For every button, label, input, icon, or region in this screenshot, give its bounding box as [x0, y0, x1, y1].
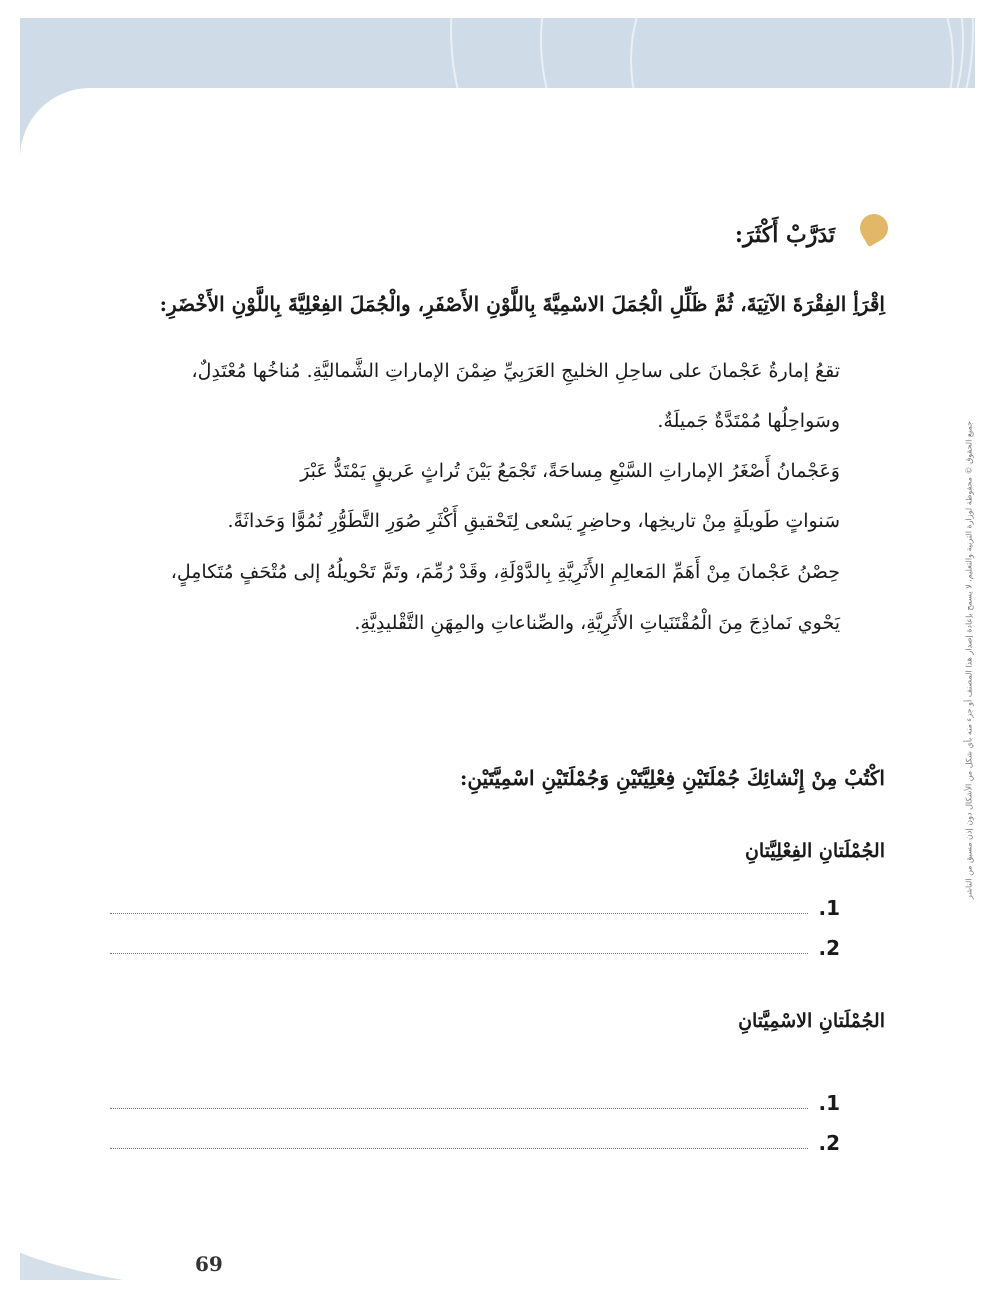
dotted-line — [110, 1148, 808, 1149]
content-card — [20, 88, 975, 1238]
line-number: .1 — [818, 896, 840, 920]
exercise-instruction: اِقْرَأِ الفِقْرَةَ الآتِيَةَ، ثُمَّ ظَلِّلِ الْجُمَلَ الاسْمِيَّةَ بِاللَّوْنِ الأَصْفَرِ، والْجُمَلَ الفِعْلِيَّةَ بِاللَّوْنِ الأَخْضَرِ: — [159, 292, 885, 316]
answer-line[interactable] — [110, 890, 840, 922]
paragraph-line: يَحْوي نَماذِجَ مِنَ الْمُقْتَنَياتِ الأَثَرِيَّةِ، والصِّناعاتِ والمِهَنِ التَّقْليدِيَّةِ. — [354, 612, 840, 634]
paragraph-line: وسَواحِلُها مُمْتَدَّةٌ جَميلَةٌ. — [657, 410, 840, 432]
line-number: .1 — [818, 1091, 840, 1115]
nominal-sentences-title: الجُمْلَتانِ الاسْمِيَّتانِ — [738, 1010, 885, 1032]
answer-line[interactable] — [110, 1125, 840, 1157]
line-number: .2 — [818, 936, 840, 960]
page-number: 69 — [195, 1252, 223, 1276]
copyright-text: جميع الحقوق © محفوظة لوزارة التربية والتعليم، لا يسمح بإعادة إصدار هذا المصنف أو جزء منه بأي شكل من الأشكال دون إذن مسبق من الناشر — [964, 420, 974, 900]
answer-line[interactable] — [110, 1085, 840, 1117]
paragraph-line: تقعُ إمارةُ عَجْمانَ على ساحِلِ الخليجِ العَرَبِيِّ ضِمْنَ الإماراتِ الشَّماليَّةِ. مُناخُها مُعْتَدِلٌ، — [191, 360, 840, 382]
writing-instruction: اكْتُبْ مِنْ إِنْشائِكَ جُمْلَتَيْنِ فِعْلِيَّتَيْنِ وَجُمْلَتَيْنِ اسْمِيَّتَيْنِ: — [459, 766, 885, 790]
paragraph-line: سَنواتٍ طَويلَةٍ مِنْ تاريخِها، وحاضِرٍ يَسْعى لِتَحْقيقِ أَكْثَرِ صُوَرِ التَّطَوُّرِ نُمُوًّا وَحَداثَةً. — [227, 510, 840, 532]
copyright-side-text — [962, 300, 976, 1020]
verbal-sentences-title: الجُمْلَتانِ الفِعْلِيَّتانِ — [744, 840, 885, 862]
dotted-line — [110, 913, 808, 914]
paragraph-line: وَعَجْمانُ أَصْغَرُ الإماراتِ السَّبْعِ مِساحَةً، تَجْمَعُ بَيْنَ تُراثٍ عَريقٍ يَمْتَدُّ عَبْرَ — [300, 460, 840, 482]
dotted-line — [110, 1108, 808, 1109]
exercise-heading: تَدَرَّبْ أَكْثَرَ: — [734, 222, 835, 248]
dotted-line — [110, 953, 808, 954]
paragraph-line: حِصْنُ عَجْمانَ مِنْ أَهَمِّ المَعالِمِ الأَثَرِيَّةِ بِالدَّوْلَةِ، وقَدْ رُمِّمَ، وتَمَّ تَحْويلُهُ إلى مُتْحَفٍ مُتَكامِلٍ، — [170, 561, 840, 583]
line-number: .2 — [818, 1131, 840, 1155]
answer-line[interactable] — [110, 930, 840, 962]
